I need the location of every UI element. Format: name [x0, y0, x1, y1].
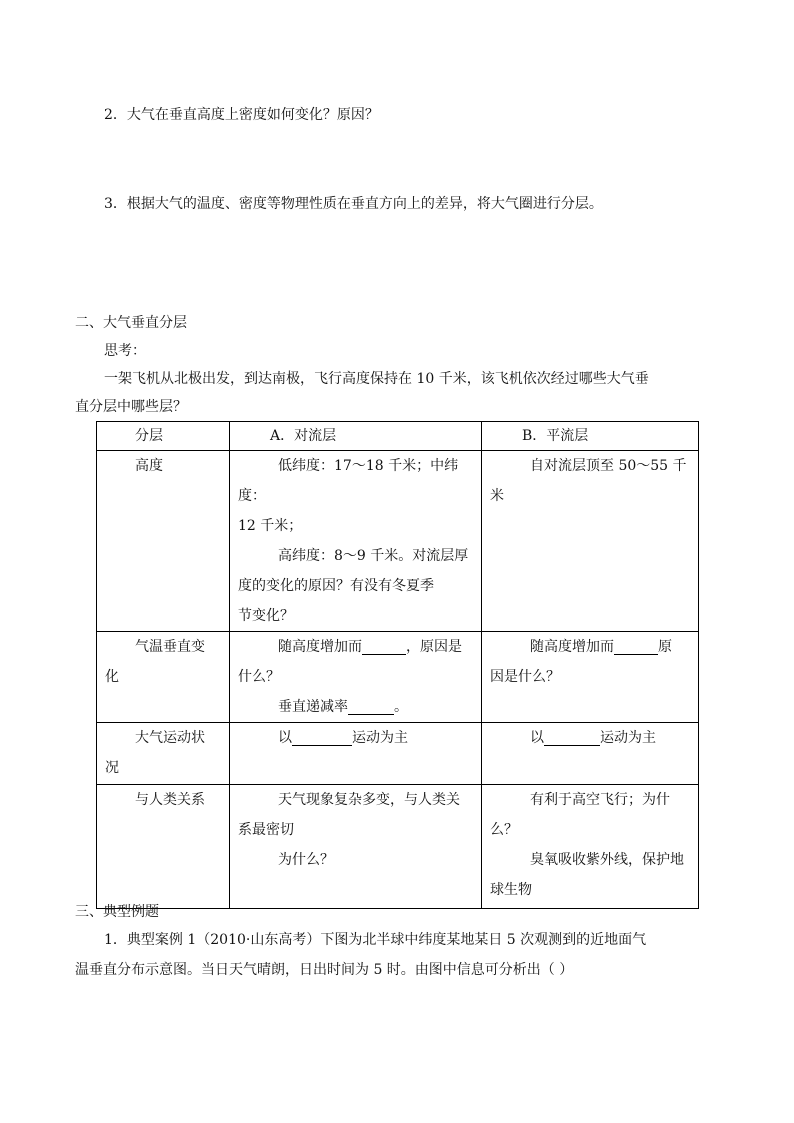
row-label-temperature: 气温垂直变 化 — [97, 632, 230, 723]
header-cell-stratosphere: B．平流层 — [482, 422, 699, 451]
fill-blank[interactable] — [362, 638, 406, 655]
row-label-height: 高度 — [97, 451, 230, 632]
question-3: 3．根据大气的温度、密度等物理性质在垂直方向上的差异，将大气圈进行分层。 — [104, 196, 603, 212]
section-2-heading: 二、大气垂直分层 — [75, 315, 187, 331]
fill-blank[interactable] — [348, 698, 394, 715]
think-label: 思考： — [104, 343, 146, 359]
row-label-motion: 大气运动状 况 — [97, 723, 230, 785]
fill-blank[interactable] — [544, 729, 600, 746]
example-1-line-1: 1．典型案例 1（2010·山东高考）下图为北半球中纬度某地某日 5 次观测到的近地面气 — [104, 932, 647, 948]
table-row-temperature — [97, 632, 699, 723]
question-2: 2．大气在垂直高度上密度如何变化？原因？ — [104, 107, 379, 123]
temperature-troposphere-cell: 随高度增加而 ，原因是 什么？ 垂直递减率 。 — [230, 632, 482, 723]
motion-troposphere-cell: 以 运动为主 — [230, 723, 482, 785]
table-row-height — [97, 451, 699, 632]
fill-blank[interactable] — [292, 729, 352, 746]
table-row-human-relation — [97, 785, 699, 909]
relation-stratosphere-cell: 有利于高空飞行；为什 么？ 臭氧吸收紫外线，保护地 球生物 — [482, 785, 699, 909]
relation-troposphere-cell: 天气现象复杂多变，与人类关 系最密切 为什么？ — [230, 785, 482, 909]
row-label-human-relation: 与人类关系 — [97, 785, 230, 909]
table-header-row — [97, 422, 699, 451]
temperature-stratosphere-cell: 随高度增加而 原 因是什么？ — [482, 632, 699, 723]
table-row-motion — [97, 723, 699, 785]
height-troposphere-cell: 低纬度：17～18 千米；中纬度： 12 千米； 高纬度：8～9 千米。对流层厚 度的变化的原因？有没有冬夏季 节变化？ — [230, 451, 482, 632]
atmosphere-layers-table — [96, 421, 699, 909]
header-cell-layer: 分层 — [97, 422, 230, 451]
think-question-line-1: 一架飞机从北极出发，到达南极，飞行高度保持在 10 千米，该飞机依次经过哪些大气垂 — [104, 371, 649, 387]
fill-blank[interactable] — [614, 638, 658, 655]
height-stratosphere-cell: 自对流层顶至 50～55 千 米 — [482, 451, 699, 632]
motion-stratosphere-cell: 以 运动为主 — [482, 723, 699, 785]
section-3-heading: 三、典型例题 — [75, 904, 159, 920]
header-cell-troposphere: A．对流层 — [230, 422, 482, 451]
think-question-line-2: 直分层中哪些层？ — [75, 399, 187, 415]
example-1-line-2: 温垂直分布示意图。当日天气晴朗，日出时间为 5 时。由图中信息可分析出（ ） — [75, 962, 574, 978]
